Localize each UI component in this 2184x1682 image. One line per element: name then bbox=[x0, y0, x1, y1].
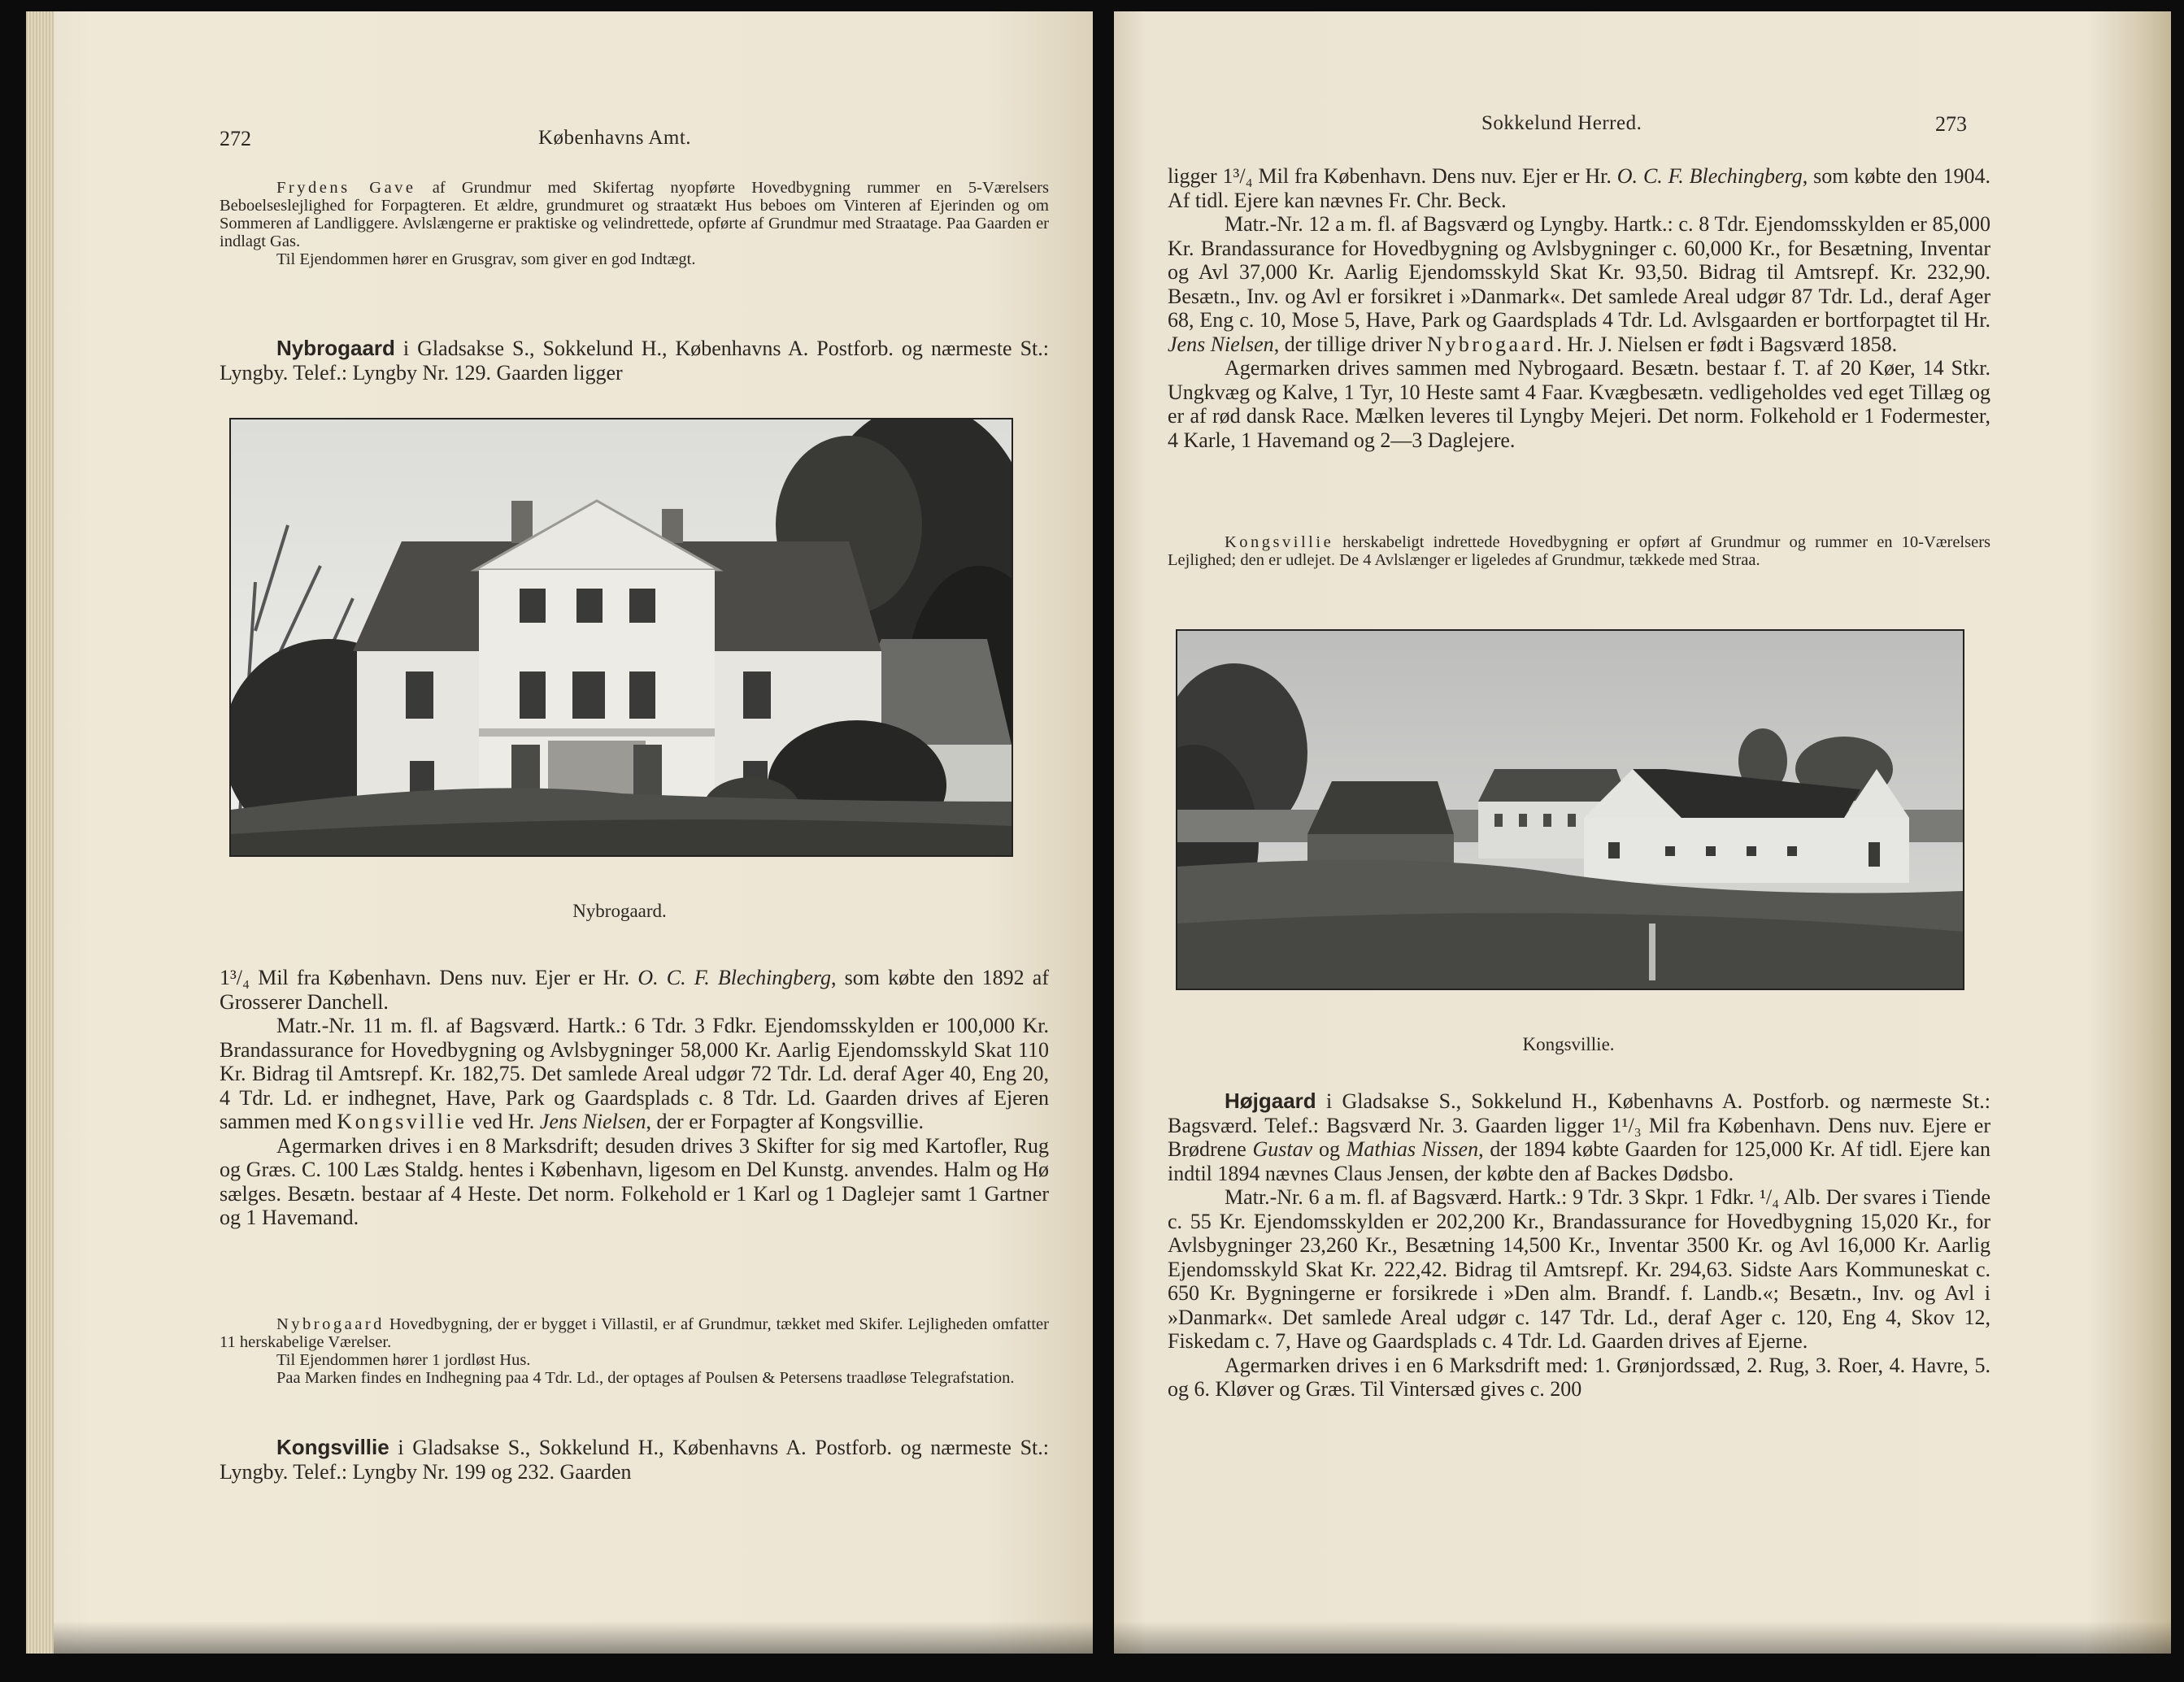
paragraph-text: Matr.-Nr. 12 a m. fl. af Bagsværd og Lyngby. Hartk.: c. 8 Tdr. Ejendomsskylden er 85,000 Kr. Brandassurance for Hovedbygning og Avlsbygninger c. 60,000 Kr., for Besætning, Inventar og Avl 37,000 Kr. Aarlig Ejendomsskyld Skat Kr. 93,50. Bidrag til Amtsrepf. Kr. 232,90. Besætn., Inv. og Avl er forsikret i »Danmark«. Det samlede Areal udgør 87 Tdr. Ld., deraf Ager 68, Eng c. 10, Mose 5, Have, Park og Gaardsplads 4 Tdr. Ld. Avlsgaarden er bortforpagtet til Hr. bbox=[1168, 212, 1990, 332]
place-name: Nybrogaard bbox=[276, 1315, 385, 1333]
farm-name: Højgaard bbox=[1225, 1089, 1316, 1113]
farm-name: Nybrogaard bbox=[276, 336, 395, 360]
place-name: Kongsvillie bbox=[1225, 533, 1334, 551]
page-edge-shadow bbox=[26, 1621, 1093, 1654]
paragraph-text: , der 1894 købte Gaarden for 125,000 Kr. Af tidl. Ejere kan indtil 1894 nævnes Claus Jensen, der købte den af Backes Dødsbo. bbox=[1168, 1137, 1990, 1185]
owner-name: Mathias Nissen bbox=[1346, 1137, 1479, 1161]
left-page bbox=[26, 11, 1093, 1654]
paragraph-text: i Gladsakse S., Sokkelund H., Københavns A. Postforb. og nærmeste St.: Lyngby. Telef.: Lyngby Nr. 199 og 232. Gaarden bbox=[220, 1436, 1049, 1484]
paragraph: Til Ejendommen hører 1 jordløst Hus. bbox=[276, 1351, 531, 1369]
paragraph-text: ligger 1³/₄ Mil fra København. Dens nuv. Ejer er Hr. bbox=[1168, 164, 1617, 188]
paragraph bbox=[220, 1436, 1049, 1484]
paragraph: Agermarken drives i en 8 Marksdrift; desuden drives 3 Skifter for sig med Kartofler, Rug og Græs. C. 100 Læs Staldg. hentes i København, ligesom en Del Kunstg. anvendes. Halm og Hø sælges. Besætn. bestaar af 4 Heste. Det norm. Folkehold er 1 Karl og 1 Daglejer samt 1 Gartner og 1 Havemand. bbox=[220, 1133, 1049, 1229]
paragraph bbox=[1168, 164, 1990, 212]
paragraph-text: af Grundmur med Skifertag nyopførte Hovedbygning rummer en 5-Værelsers Beboelseslejlighed for Forpagteren. Et ældre, grundmuret og straatækt Hus beboes om Vinteren af Ejerinden og om Sommeren af Landliggere. Avlslængerne er praktiske og velindrettede, opførte af Grundmur med Straatage. Paa Gaarden er indlagt Gas. bbox=[220, 179, 1049, 250]
manor-house-illustration bbox=[231, 419, 1012, 855]
paragraph-text: herskabeligt indrettede Hovedbygning er opført af Grundmur og rummer en 10-Værelsers Lejlighed; den er udlejet. De 4 Avlslænger er ligeledes af Grundmur, tækkede med Straa. bbox=[1168, 533, 1990, 569]
paragraph: Matr.-Nr. 6 a m. fl. af Bagsværd. Hartk.: 9 Tdr. 3 Skpr. 1 Fdkr. ¹/₄ Alb. Der svares i Tiende c. 55 Kr. Ejendomsskylden er 202,200 Kr., Brandassurance for Hovedbygning 15,020 Kr., for Avlsbygninger 23,260 Kr., Besætning 14,500 Kr., Inventar 3500 Kr. og Avl 16,000 Kr. Aarlig Ejendomsskyld Skat Kr. 222,42. Bidrag til Amtsrepf. Kr. 294,63. Sidste Aars Kommuneskat c. 650 Kr. Bygningerne er forsikrede i »Den alm. Brandf. f. Landb.«; Besætn., Inv. og Avl i »Danmark«. Det samlede Areal udgør c. 147 Tdr. Ld., deraf Ager c. 120, Eng 4, Skov 12, Fiskedam c. 7, Have og Gaardsplads c. 4 Tdr. Ld. Gaarden drives af Ejerne. bbox=[1168, 1185, 1990, 1353]
paragraph: Paa Marken findes en Indhegning paa 4 Tdr. Ld., der optages af Poulsen & Petersens traadløse Telegrafstation. bbox=[276, 1369, 1015, 1387]
paragraph-text: , som købte den 1904. Af tidl. Ejere kan nævnes Fr. Chr. Beck. bbox=[1168, 164, 1990, 212]
tenant-name: Jens Nielsen bbox=[1168, 332, 1274, 356]
page-edge-shadow bbox=[1114, 1621, 2171, 1654]
paragraph bbox=[220, 179, 1049, 250]
paragraph-text: Matr.-Nr. 11 m. fl. af Bagsværd. Hartk.: 6 Tdr. 3 Fdkr. Ejendomsskylden er 100,000 Kr. Brandassurance for Hovedbygning og Avlsbygninger 58,000 Kr. Aarlig Ejendomsskyld Skat 110 Kr. Bidrag til Amtsrepf. Kr. 182,75. Det samlede Areal udgør 72 Tdr. Ld. deraf Ager 40, Eng 20, 4 Tdr. Ld. er indhegnet, Have, Park og Gaardsplads c. 8 Tdr. Ld. Gaarden drives af Ejeren sammen med bbox=[220, 1014, 1049, 1133]
paragraph-text: Hovedbygning, der er bygget i Villastil, er af Grundmur, tækket med Skifer. Lejligheden omfatter 11 herskabelige Værelser. bbox=[220, 1315, 1049, 1351]
running-head: Københavns Amt. bbox=[538, 127, 692, 149]
owner-name: Gustav bbox=[1252, 1137, 1313, 1161]
paragraph bbox=[220, 966, 1049, 1014]
nybrogaard-intro bbox=[220, 337, 1049, 385]
photo-caption: Nybrogaard. bbox=[572, 901, 667, 921]
paragraph: Til Ejendommen hører en Grusgrav, som giver en god Indtægt. bbox=[276, 250, 696, 268]
kongsvillie-intro bbox=[220, 1436, 1049, 1484]
paragraph-text: . Hr. J. Nielsen er født i Bagsværd 1858. bbox=[1556, 332, 1898, 356]
place-name: Frydens Gave bbox=[276, 179, 416, 197]
frydens-gave-section bbox=[220, 179, 1049, 268]
farm-buildings-illustration bbox=[1177, 631, 1963, 989]
paragraph bbox=[220, 337, 1049, 385]
photo-caption: Kongsvillie. bbox=[1522, 1034, 1615, 1054]
owner-name: O. C. F. Blechingberg bbox=[637, 966, 831, 989]
paragraph-text: , der er Forpagter af Kongsvillie. bbox=[646, 1110, 925, 1133]
paragraph bbox=[1168, 1089, 1990, 1185]
paragraph-text: , som købte den 1892 af Grosserer Danchell. bbox=[220, 966, 1049, 1014]
page-number: 272 bbox=[220, 127, 251, 150]
nybrogaard-notes bbox=[220, 1315, 1049, 1387]
paragraph bbox=[1168, 212, 1990, 356]
paragraph-text: og bbox=[1312, 1137, 1347, 1161]
paragraph: Agermarken drives sammen med Nybrogaard. Besætn. bestaar f. T. af 20 Køer, 14 Stkr. Ungkvæg og Kalve, 1 Tyr, 10 Heste samt 4 Faar. Kvægbesætn. vedligeholdes ved eget Tillæg og er af rød dansk Race. Mælken leveres til Lyngby Mejeri. Det norm. Folkehold er 1 Fodermester, 4 Karle, 1 Havemand og 2—3 Daglejere. bbox=[1168, 356, 1990, 452]
page-number: 273 bbox=[1935, 112, 1967, 136]
paragraph: Agermarken drives i en 6 Marksdrift med: 1. Grønjordssæd, 2. Rug, 3. Roer, 4. Havre, 5. og 6. Kløver og Græs. Til Vintersæd gives c. 200 bbox=[1168, 1353, 1990, 1401]
paragraph bbox=[1168, 533, 1990, 569]
kongsvillie-notes bbox=[1168, 533, 1990, 569]
kongsvillie-photo bbox=[1176, 629, 1964, 990]
hojgaard-section bbox=[1168, 1089, 1990, 1402]
paragraph bbox=[220, 1315, 1049, 1351]
paragraph-text: , der tillige driver bbox=[1273, 332, 1428, 356]
running-head: Sokkelund Herred. bbox=[1481, 112, 1642, 134]
paragraph-text: i Gladsakse S., Sokkelund H., Københavns A. Postforb. og nærmeste St.: Bagsværd. Telef.: Bagsværd Nr. 3. Gaarden ligger 1¹/₃ Mil fra København. Dens nuv. Ejere er Brødrene bbox=[1168, 1089, 1990, 1161]
right-page bbox=[1114, 11, 2171, 1654]
tenant-name: Jens Nielsen bbox=[539, 1110, 646, 1133]
nybrogaard-photo bbox=[229, 418, 1013, 857]
place-name: Nybrogaard bbox=[1427, 332, 1557, 356]
paragraph bbox=[220, 1014, 1049, 1134]
paragraph-text: i Gladsakse S., Sokkelund H., Københavns A. Postforb. og nærmeste St.: Lyngby. Telef.: Lyngby Nr. 129. Gaarden ligger bbox=[220, 337, 1049, 385]
paragraph-text: 1³/₄ Mil fra København. Dens nuv. Ejer er Hr. bbox=[220, 966, 638, 989]
place-name: Kongsvillie bbox=[337, 1110, 468, 1133]
nybrogaard-body bbox=[220, 966, 1049, 1230]
owner-name: O. C. F. Blechingberg bbox=[1616, 164, 1803, 188]
paragraph-text: ved Hr. bbox=[467, 1110, 540, 1133]
kongsvillie-body bbox=[1168, 164, 1990, 452]
farm-name: Kongsvillie bbox=[276, 1435, 389, 1459]
